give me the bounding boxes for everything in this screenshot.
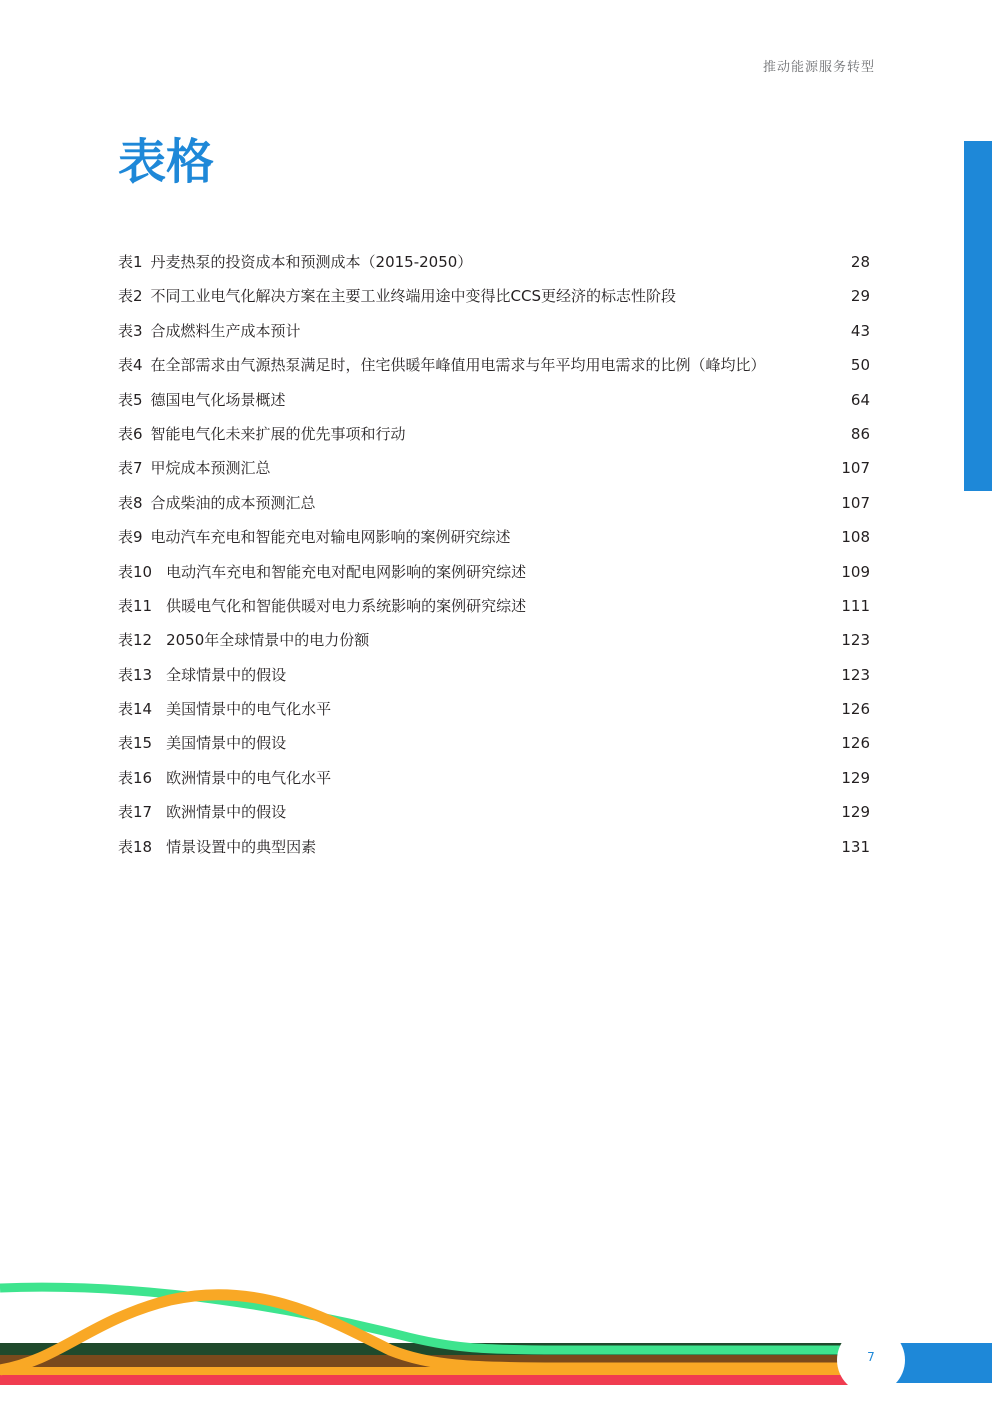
toc-page-number: 109 — [841, 562, 870, 581]
toc-page-number: 123 — [841, 631, 870, 650]
toc-label: 表16 — [118, 768, 153, 787]
side-tab-marker — [964, 141, 992, 491]
footer-wave-decoration — [0, 1270, 992, 1403]
toc-label: 表14 — [118, 700, 153, 719]
toc-row[interactable] — [118, 525, 870, 550]
toc-page-number: 111 — [841, 596, 870, 615]
toc-row[interactable] — [118, 456, 870, 481]
toc-title: 合成柴油的成本预测汇总 — [150, 493, 316, 512]
toc-title: 全球情景中的假设 — [166, 665, 287, 684]
toc-row[interactable] — [118, 491, 870, 516]
toc-title: 美国情景中的假设 — [166, 734, 287, 753]
toc-label: 表11 — [118, 596, 153, 615]
toc-page-number: 28 — [850, 253, 870, 271]
toc-title: 2050年全球情景中的电力份额 — [166, 631, 370, 650]
toc-label: 表8 — [118, 493, 143, 512]
toc-row[interactable] — [118, 835, 870, 860]
toc-page-number: 108 — [841, 528, 870, 547]
toc-page-number: 129 — [841, 768, 870, 787]
toc-row[interactable] — [118, 422, 870, 447]
toc-title: 德国电气化场景概述 — [150, 390, 286, 409]
toc-title: 智能电气化未来扩展的优先事项和行动 — [150, 424, 406, 443]
toc-title: 合成燃料生产成本预计 — [150, 321, 301, 340]
toc-row[interactable] — [118, 800, 870, 825]
toc-title: 欧洲情景中的假设 — [166, 803, 287, 822]
toc-page-number: 86 — [850, 424, 870, 443]
toc-page-number: 107 — [841, 459, 870, 478]
toc-row[interactable] — [118, 353, 870, 378]
toc-row[interactable] — [118, 594, 870, 619]
table-of-contents — [118, 250, 870, 869]
toc-row[interactable] — [118, 766, 870, 791]
toc-title: 丹麦热泵的投资成本和预测成本（2015-2050） — [150, 253, 473, 271]
toc-label: 表17 — [118, 803, 153, 822]
toc-title: 电动汽车充电和智能充电对输电网影响的案例研究综述 — [150, 528, 511, 547]
page-title: 表格 — [118, 134, 215, 190]
toc-page-number: 126 — [841, 734, 870, 753]
toc-label: 表12 — [118, 631, 153, 650]
toc-label: 表13 — [118, 665, 153, 684]
toc-row[interactable] — [118, 628, 870, 653]
toc-title: 甲烷成本预测汇总 — [150, 459, 271, 478]
toc-title: 情景设置中的典型因素 — [166, 837, 317, 856]
toc-page-number: 131 — [841, 837, 870, 856]
toc-row[interactable] — [118, 731, 870, 756]
toc-title: 在全部需求由气源热泵满足时，住宅供暖年峰值用电需求与年平均用电需求的比例（峰均比） — [150, 356, 766, 375]
stripe-red — [0, 1375, 850, 1385]
toc-label: 表15 — [118, 734, 153, 753]
toc-page-number: 129 — [841, 803, 870, 822]
toc-label: 表3 — [118, 321, 143, 340]
toc-label: 表6 — [118, 424, 143, 443]
toc-label: 表10 — [118, 562, 153, 581]
toc-row[interactable] — [118, 250, 870, 275]
toc-label: 表2 — [118, 287, 143, 306]
toc-row[interactable] — [118, 697, 870, 722]
toc-label: 表18 — [118, 837, 153, 856]
toc-label: 表9 — [118, 528, 143, 547]
toc-row[interactable] — [118, 560, 870, 585]
toc-page-number: 107 — [841, 493, 870, 512]
toc-row[interactable] — [118, 663, 870, 688]
toc-page-number: 123 — [841, 665, 870, 684]
page-number: 7 — [867, 1350, 875, 1364]
toc-page-number: 43 — [850, 321, 870, 340]
toc-title: 不同工业电气化解决方案在主要工业终端用途中变得比CCS更经济的标志性阶段 — [150, 287, 677, 306]
toc-page-number: 50 — [850, 356, 870, 375]
toc-row[interactable] — [118, 284, 870, 309]
running-header: 推动能源服务转型 — [762, 60, 875, 75]
toc-title: 欧洲情景中的电气化水平 — [166, 768, 332, 787]
toc-row[interactable] — [118, 319, 870, 344]
toc-label: 表7 — [118, 459, 143, 478]
toc-page-number: 126 — [841, 700, 870, 719]
toc-page-number: 64 — [850, 390, 870, 409]
toc-title: 供暖电气化和智能供暖对电力系统影响的案例研究综述 — [166, 596, 527, 615]
toc-label: 表5 — [118, 390, 143, 409]
toc-title: 美国情景中的电气化水平 — [166, 700, 332, 719]
toc-page-number: 29 — [850, 287, 870, 306]
toc-label: 表4 — [118, 356, 143, 375]
toc-title: 电动汽车充电和智能充电对配电网影响的案例研究综述 — [166, 562, 527, 581]
toc-row[interactable] — [118, 388, 870, 413]
toc-label: 表1 — [118, 253, 143, 271]
